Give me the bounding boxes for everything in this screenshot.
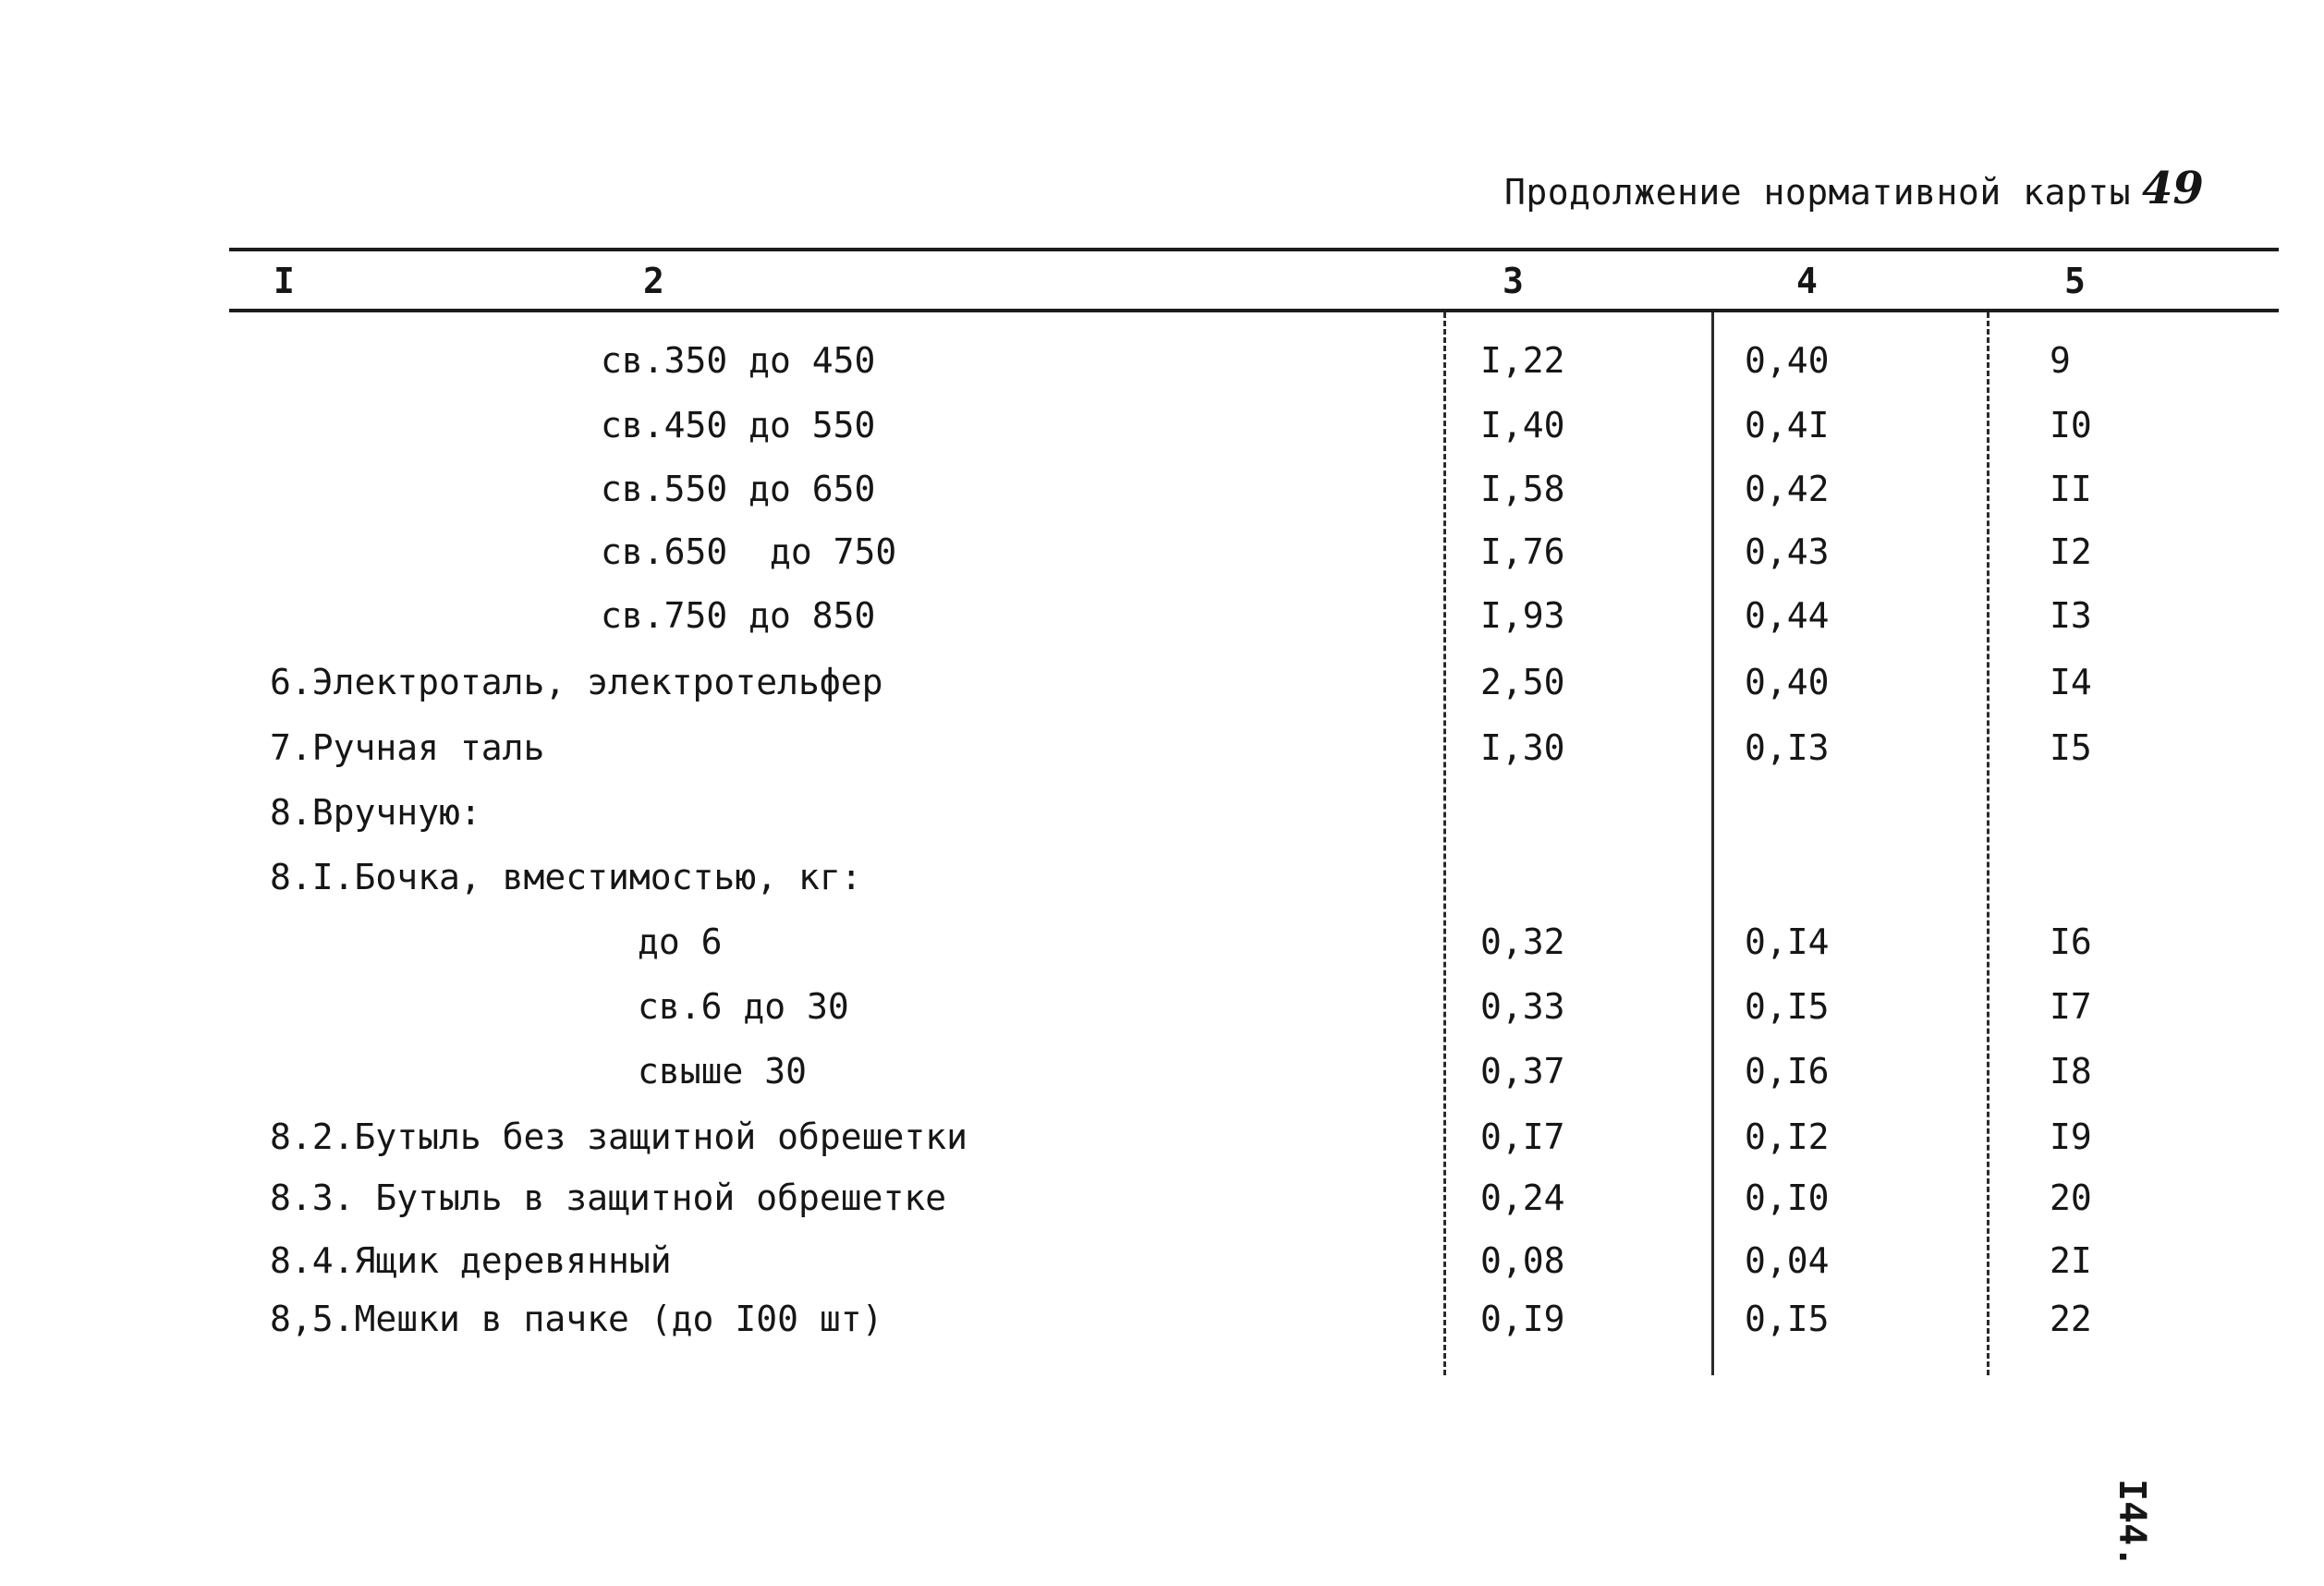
- cell-col2: 8.3. Бутыль в защитной обрешетке: [270, 1177, 947, 1218]
- cell-col5: I0: [2050, 405, 2092, 445]
- cell-col5: I8: [2050, 1051, 2092, 1092]
- column-header-5: 5: [2064, 261, 2086, 301]
- cell-col4: 0,I6: [1745, 1051, 1830, 1092]
- column-header-4: 4: [1796, 261, 1818, 301]
- table-row: [0, 716, 2324, 779]
- cell-col2: 8.I.Бочка, вместимостью, кг:: [270, 857, 862, 897]
- table-row: [0, 584, 2324, 647]
- table-row: [0, 651, 2324, 714]
- cell-col4: 0,44: [1745, 595, 1830, 636]
- sheet-number: I44.: [2111, 1479, 2153, 1568]
- table-row: [0, 329, 2324, 392]
- cell-col4: 0,I5: [1745, 986, 1830, 1027]
- cell-col2: 6.Электроталь, электротельфер: [270, 662, 883, 702]
- cell-col4: 0,04: [1745, 1240, 1830, 1281]
- table-row: [0, 1105, 2324, 1168]
- cell-col3: I,58: [1480, 469, 1565, 509]
- cell-col5: 22: [2050, 1299, 2092, 1339]
- cell-col4: 0,40: [1745, 340, 1830, 381]
- cell-col2: 8.2.Бутыль без защитной обрешетки: [270, 1116, 967, 1157]
- table-row: [0, 458, 2324, 520]
- cell-col5: II: [2050, 469, 2092, 509]
- cell-col2: 8.4.Ящик деревянный: [270, 1240, 672, 1281]
- table-row: [0, 846, 2324, 909]
- cell-col2: св.350 до 450: [601, 340, 876, 381]
- cell-col2: св.450 до 550: [601, 405, 876, 445]
- cell-col3: I,40: [1480, 405, 1565, 445]
- table-header-rule: [229, 309, 2279, 312]
- cell-col5: I5: [2050, 727, 2092, 768]
- cell-col2: 7.Ручная таль: [270, 727, 545, 768]
- cell-col4: 0,42: [1745, 469, 1830, 509]
- column-header-2: 2: [643, 261, 664, 301]
- cell-col3: I,76: [1480, 531, 1565, 572]
- cell-col2: свыше 30: [638, 1051, 808, 1092]
- cell-col2: до 6: [638, 921, 723, 962]
- cell-col2: св.750 до 850: [601, 595, 876, 636]
- cell-col3: 0,24: [1480, 1177, 1565, 1218]
- cell-col5: I9: [2050, 1116, 2092, 1157]
- table-row: [0, 781, 2324, 844]
- cell-col5: I2: [2050, 531, 2092, 572]
- cell-col3: 0,I7: [1480, 1116, 1565, 1157]
- column-header-1: I: [274, 261, 295, 301]
- handwritten-page-number: 49: [2142, 163, 2204, 214]
- table-row: [0, 1287, 2324, 1350]
- cell-col3: I,93: [1480, 595, 1565, 636]
- cell-col4: 0,I5: [1745, 1299, 1830, 1339]
- cell-col5: 9: [2050, 340, 2071, 381]
- table-row: [0, 975, 2324, 1038]
- cell-col4: 0,4I: [1745, 405, 1830, 445]
- cell-col4: 0,I3: [1745, 727, 1830, 768]
- cell-col2: св.550 до 650: [601, 469, 876, 509]
- cell-col5: 2I: [2050, 1240, 2092, 1281]
- cell-col5: I6: [2050, 921, 2092, 962]
- cell-col4: 0,I4: [1745, 921, 1830, 962]
- page-title: Продолжение нормативной карты: [1504, 172, 2131, 213]
- cell-col2: 8.Вручную:: [270, 792, 481, 833]
- table-row: [0, 1040, 2324, 1103]
- cell-col5: I3: [2050, 595, 2092, 636]
- cell-col3: 0,08: [1480, 1240, 1565, 1281]
- cell-col3: 0,32: [1480, 921, 1565, 962]
- cell-col2: 8,5.Мешки в пачке (до I00 шт): [270, 1299, 883, 1339]
- cell-col5: I7: [2050, 986, 2092, 1027]
- column-header-3: 3: [1503, 261, 1524, 301]
- cell-col4: 0,40: [1745, 662, 1830, 702]
- cell-col3: 0,33: [1480, 986, 1565, 1027]
- table-row: [0, 394, 2324, 457]
- cell-col5: I4: [2050, 662, 2092, 702]
- cell-col5: 20: [2050, 1177, 2092, 1218]
- table-row: [0, 1166, 2324, 1229]
- cell-col3: 0,37: [1480, 1051, 1565, 1092]
- cell-col2: св.650 до 750: [601, 531, 897, 572]
- cell-col3: I,30: [1480, 727, 1565, 768]
- cell-col3: I,22: [1480, 340, 1565, 381]
- cell-col4: 0,43: [1745, 531, 1830, 572]
- cell-col3: 2,50: [1480, 662, 1565, 702]
- cell-col2: св.6 до 30: [638, 986, 849, 1027]
- table-row: [0, 520, 2324, 583]
- table-row: [0, 1229, 2324, 1292]
- table-row: [0, 910, 2324, 973]
- cell-col3: 0,I9: [1480, 1299, 1565, 1339]
- cell-col4: 0,I2: [1745, 1116, 1830, 1157]
- cell-col4: 0,I0: [1745, 1177, 1830, 1218]
- table-top-rule: [229, 248, 2279, 251]
